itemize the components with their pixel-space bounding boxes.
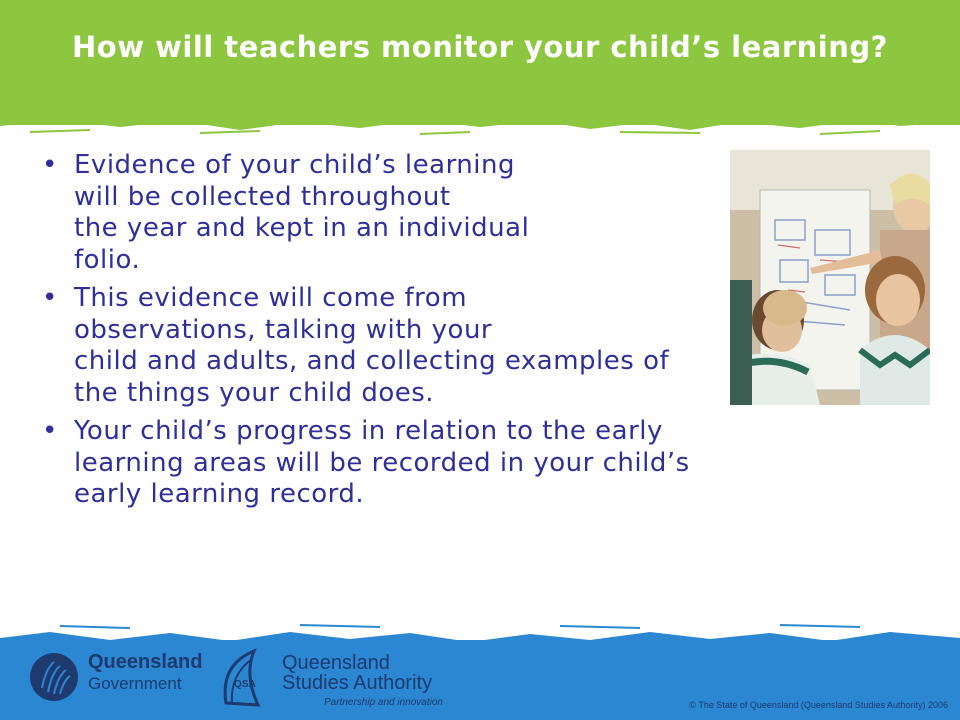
qsa-name-line1: Queensland: [282, 652, 390, 674]
qg-name-line2: Government: [88, 674, 182, 693]
slide-title: How will teachers monitor your child’s learning?: [72, 30, 888, 64]
bullet-marker: •: [42, 150, 58, 180]
qsa-mark-icon: [218, 645, 280, 711]
bullet-item: [40, 416, 920, 511]
copyright-notice: © The State of Queensland (Queensland Studies Authority) 2006: [689, 700, 948, 710]
qsa-mark-text: QSA: [234, 679, 256, 690]
header-rough-edge: [0, 108, 960, 138]
qsa-name-line2: Studies Authority: [282, 672, 433, 694]
qg-name-line1: Queensland: [88, 651, 203, 673]
bullet-text: Your child’s progress in relation to the early learning areas will be recorded in your child’s early learning record.: [74, 416, 690, 509]
qsa-logo: [218, 645, 458, 715]
bullet-marker: •: [42, 416, 58, 446]
qsa-tagline: Partnership and innovation: [324, 697, 443, 708]
bullet-text: Evidence of your child’s learning will be collected throughout the year and kept in an individual folio.: [74, 150, 530, 275]
bullet-marker: •: [42, 283, 58, 313]
queensland-government-logo: [28, 648, 208, 708]
qg-crest-icon: [28, 648, 80, 706]
bullet-text: This evidence will come from observations, talking with your child and adults, and collecting examples of the things your child does.: [74, 283, 670, 408]
classroom-photo: [730, 150, 930, 405]
